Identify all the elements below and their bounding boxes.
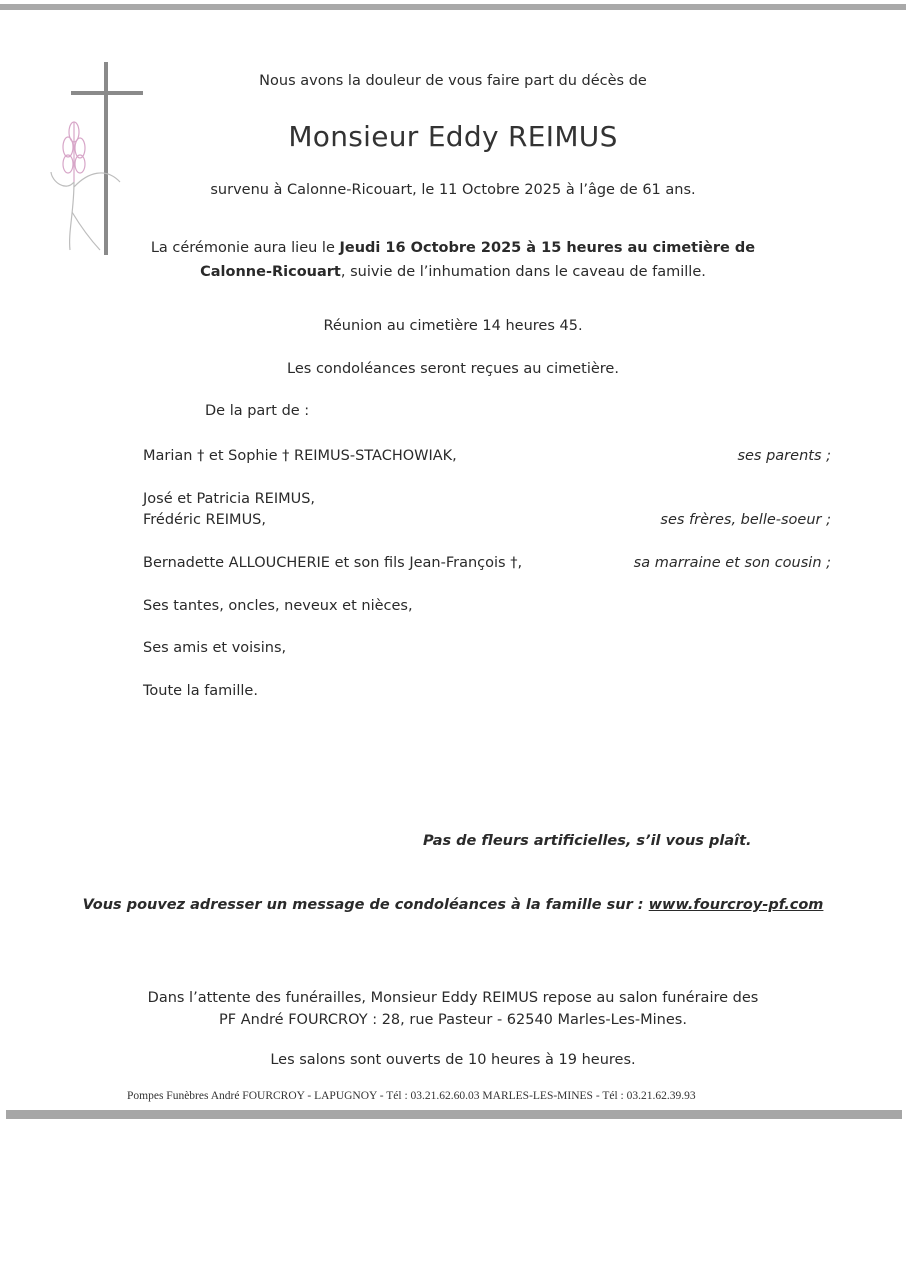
meeting-time: Réunion au cimetière 14 heures 45. bbox=[323, 318, 583, 334]
siblings-line1: José et Patricia REIMUS, bbox=[143, 491, 316, 507]
parents-relation: ses parents ; bbox=[737, 448, 831, 464]
relatives-text: Ses tantes, oncles, neveux et nièces, bbox=[143, 598, 413, 614]
family-heading: De la part de : bbox=[205, 403, 310, 419]
deceased-name: Monsieur Eddy REIMUS bbox=[288, 120, 618, 153]
ceremony-place: Calonne-Ricouart bbox=[200, 264, 341, 280]
ceremony-line2 bbox=[0, 264, 906, 280]
bottom-border bbox=[6, 1110, 902, 1119]
website-link[interactable]: www.fourcroy-pf.com bbox=[648, 897, 824, 913]
top-border bbox=[0, 4, 906, 10]
family-text: Toute la famille. bbox=[143, 683, 258, 699]
siblings-line2: Frédéric REIMUS, bbox=[143, 512, 266, 528]
ceremony-date: Jeudi 16 Octobre 2025 à 15 heures au cimetière de bbox=[339, 240, 756, 256]
death-details: survenu à Calonne-Ricouart, le 11 Octobre 2025 à l’âge de 61 ans. bbox=[210, 182, 696, 198]
funeral-home-line2: PF André FOURCROY : 28, rue Pasteur - 62540 Marles-Les-Mines. bbox=[219, 1012, 687, 1028]
friends-text: Ses amis et voisins, bbox=[143, 640, 287, 656]
parents-names: Marian † et Sophie † REIMUS-STACHOWIAK, bbox=[143, 448, 457, 464]
footer-text: Pompes Funèbres André FOURCROY - LAPUGNOY - Tél : 03.21.62.60.03 MARLES-LES-MINES - Tél : 03.21.62.39.93 bbox=[127, 1090, 696, 1102]
ceremony-line1 bbox=[0, 240, 906, 256]
condolences-note: Les condoléances seront reçues au cimetière. bbox=[287, 361, 619, 377]
godmother-relation: sa marraine et son cousin ; bbox=[633, 555, 831, 571]
siblings-relation: ses frères, belle-soeur ; bbox=[660, 512, 831, 528]
funeral-home-line1: Dans l’attente des funérailles, Monsieur Eddy REIMUS repose au salon funéraire des bbox=[147, 990, 759, 1006]
message-prefix: Vous pouvez adresser un message de condoléances à la famille sur : bbox=[82, 897, 649, 913]
godmother-names: Bernadette ALLOUCHERIE et son fils Jean-François †, bbox=[143, 555, 523, 571]
opening-hours: Les salons sont ouverts de 10 heures à 19 heures. bbox=[270, 1052, 636, 1068]
message-line bbox=[0, 897, 906, 913]
ceremony-suffix: , suivie de l’inhumation dans le caveau de famille. bbox=[340, 264, 706, 280]
cross-with-wheat-icon bbox=[48, 62, 148, 262]
flowers-note: Pas de fleurs artificielles, s’il vous plaît. bbox=[423, 833, 752, 849]
ceremony-prefix: La cérémonie aura lieu le bbox=[150, 240, 340, 256]
intro-text: Nous avons la douleur de vous faire part du décès de bbox=[259, 73, 647, 89]
